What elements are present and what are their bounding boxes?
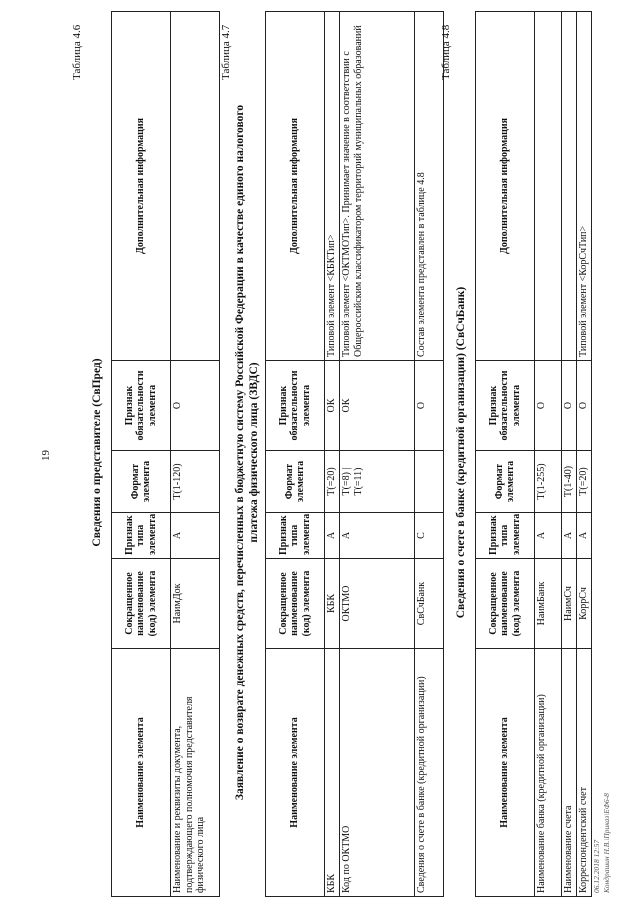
table-row bbox=[577, 12, 592, 897]
cell-element-required: О bbox=[562, 361, 577, 451]
header-element-name: Наименование элемента bbox=[266, 649, 325, 897]
cell-additional-info bbox=[171, 12, 220, 361]
header-element-type: Признак типа элемента bbox=[112, 513, 171, 559]
table-row bbox=[562, 12, 577, 897]
table-4-7 bbox=[265, 11, 444, 897]
cell-element-type: А bbox=[562, 513, 577, 559]
table-4-7-title-line2: платежа физического лица (ЗВДС) bbox=[248, 362, 260, 543]
cell-element-name: Корреспондентский счет bbox=[577, 649, 592, 897]
table-4-6-label: Таблица 4.6 bbox=[71, 24, 83, 80]
header-element-required: Признак обязательности элемента bbox=[112, 361, 171, 451]
table-4-7-label: Таблица 4.7 bbox=[220, 24, 232, 80]
table-row bbox=[340, 12, 415, 897]
cell-element-code: КоррСч bbox=[577, 559, 592, 649]
stamp-author: Кондрашин Н.В.\Приказ\ЕФ6-8 bbox=[601, 793, 611, 893]
header-element-required: Признак обязательности элемента bbox=[266, 361, 325, 451]
cell-additional-info bbox=[535, 12, 562, 361]
header-element-code: Сокращенное наименование (код) элемента bbox=[112, 559, 171, 649]
cell-element-format: T(=20) bbox=[577, 451, 592, 513]
table-4-8-title: Сведения о счете в банке (кредитной организации) (СвСчБанк) bbox=[455, 286, 467, 619]
table-4-6 bbox=[111, 11, 220, 897]
cell-element-code: КБК bbox=[325, 559, 340, 649]
cell-element-type: А bbox=[577, 513, 592, 559]
cell-element-code: ОКТМО bbox=[340, 559, 415, 649]
cell-element-code: НаимСч bbox=[562, 559, 577, 649]
table-header-row bbox=[476, 12, 535, 897]
cell-element-code: СвСчБанк bbox=[415, 559, 444, 649]
cell-element-name: Наименование и реквизиты документа, подтверждающего полномочия представителя физического лица bbox=[171, 649, 220, 897]
cell-element-format: T(1-120) bbox=[171, 451, 220, 513]
table-4-8 bbox=[475, 11, 592, 897]
cell-element-format bbox=[415, 451, 444, 513]
cell-element-name: Код по ОКТМО bbox=[340, 649, 415, 897]
table-4-7-title-line1: Заявление о возврате денежных средств, перечисленных в бюджетную систему Российской Федерации в качестве единого налогового bbox=[234, 104, 246, 801]
cell-element-name: КБК bbox=[325, 649, 340, 897]
table-row bbox=[415, 12, 444, 897]
cell-element-code: НаимБанк bbox=[535, 559, 562, 649]
header-element-name: Наименование элемента bbox=[476, 649, 535, 897]
page-number: 19 bbox=[40, 450, 52, 461]
stamp-date: 06.12.2018 12:57 bbox=[592, 839, 601, 893]
table-row bbox=[535, 12, 562, 897]
cell-element-type: А bbox=[340, 513, 415, 559]
cell-element-required: О bbox=[535, 361, 562, 451]
header-element-format: Формат элемента bbox=[266, 451, 325, 513]
cell-element-type: С bbox=[415, 513, 444, 559]
cell-element-type: А bbox=[325, 513, 340, 559]
signature-stamp bbox=[592, 793, 612, 893]
table-4-8-label: Таблица 4.8 bbox=[440, 24, 452, 80]
table-header-row bbox=[266, 12, 325, 897]
cell-additional-info: Типовой элемент <КорСчТип> bbox=[577, 12, 592, 361]
cell-element-format: T(1-40) bbox=[562, 451, 577, 513]
cell-element-required: О bbox=[577, 361, 592, 451]
cell-element-required: ОК bbox=[340, 361, 415, 451]
header-element-name: Наименование элемента bbox=[112, 649, 171, 897]
table-header-row bbox=[112, 12, 171, 897]
cell-element-format: T(=8) | T(=11) bbox=[340, 451, 415, 513]
header-element-code: Сокращенное наименование (код) элемента bbox=[266, 559, 325, 649]
cell-element-name: Наименование банка (кредитной организации) bbox=[535, 649, 562, 897]
header-element-required: Признак обязательности элемента bbox=[476, 361, 535, 451]
table-row bbox=[171, 12, 220, 897]
cell-element-type: А bbox=[171, 513, 220, 559]
cell-element-required: О bbox=[415, 361, 444, 451]
cell-element-code: НаимДок bbox=[171, 559, 220, 649]
header-element-format: Формат элемента bbox=[112, 451, 171, 513]
header-element-type: Признак типа элемента bbox=[266, 513, 325, 559]
cell-element-required: ОК bbox=[325, 361, 340, 451]
cell-element-type: А bbox=[535, 513, 562, 559]
cell-element-required: О bbox=[171, 361, 220, 451]
cell-element-name: Наименование счета bbox=[562, 649, 577, 897]
cell-additional-info: Состав элемента представлен в таблице 4.8 bbox=[415, 12, 444, 361]
header-element-type: Признак типа элемента bbox=[476, 513, 535, 559]
cell-element-format: T(=20) bbox=[325, 451, 340, 513]
header-element-format: Формат элемента bbox=[476, 451, 535, 513]
cell-element-format: T(1-255) bbox=[535, 451, 562, 513]
header-additional-info: Дополнительная информация bbox=[476, 12, 535, 361]
header-additional-info: Дополнительная информация bbox=[266, 12, 325, 361]
cell-additional-info: Типовой элемент <ОКТМОТип>. Принимает значение в соответствии с Общероссийским классификатором территорий муниципальных образований bbox=[340, 12, 415, 361]
cell-element-name: Сведения о счете в банке (кредитной организации) bbox=[415, 649, 444, 897]
table-row bbox=[325, 12, 340, 897]
cell-additional-info bbox=[562, 12, 577, 361]
header-additional-info: Дополнительная информация bbox=[112, 12, 171, 361]
table-4-6-title: Сведения о представителе (СвПред) bbox=[91, 358, 103, 547]
header-element-code: Сокращенное наименование (код) элемента bbox=[476, 559, 535, 649]
cell-additional-info: Типовой элемент <КБКТип> bbox=[325, 12, 340, 361]
